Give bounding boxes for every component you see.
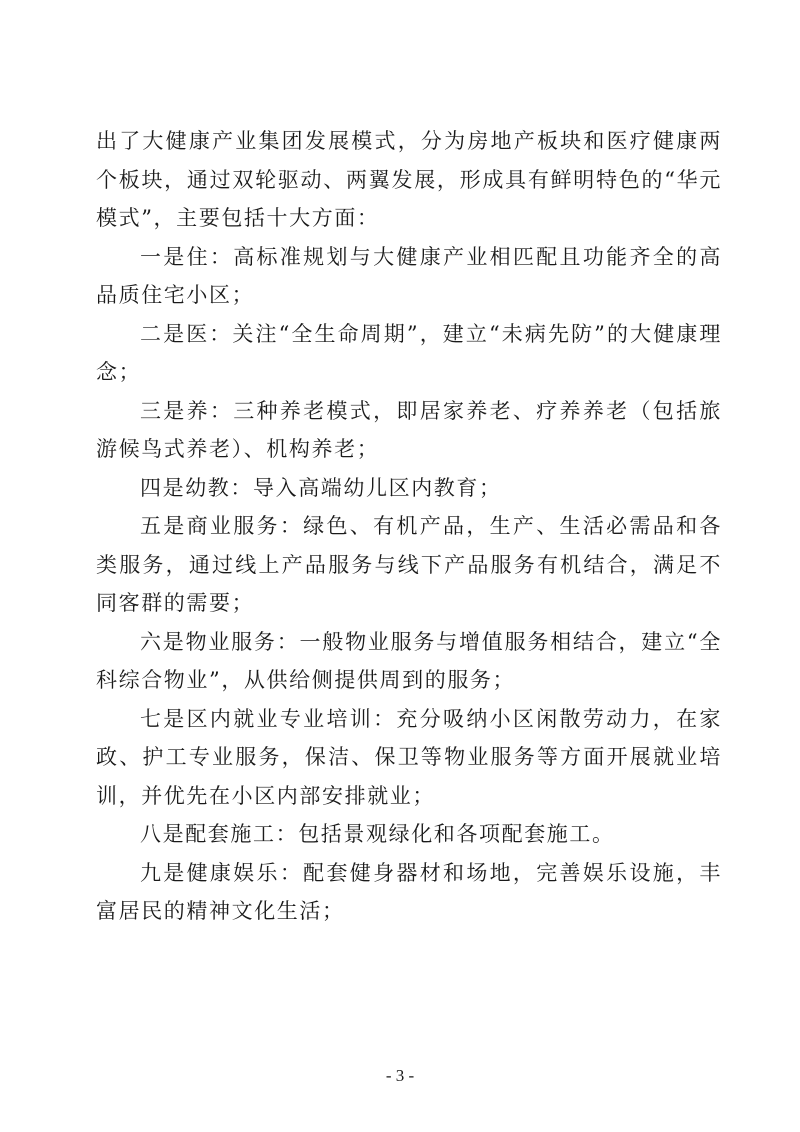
paragraph-item-6-property-services: 六是物业服务：一般物业服务与增值服务相结合，建立“全科综合物业”，从供给侧提供周到的服务； [96, 629, 722, 692]
paragraph-intro: 出了大健康产业集团发展模式，分为房地产板块和医疗健康两个板块，通过双轮驱动、两翼发展，形成具有鲜明特色的“华元模式”，主要包括十大方面： [96, 129, 722, 230]
paragraph-item-4-preschool: 四是幼教：导入高端幼儿区内教育； [140, 475, 502, 500]
paragraph-item-9-health-entertainment: 九是健康娱乐：配套健身器材和场地，完善娱乐设施，丰富居民的精神文化生活； [96, 860, 722, 923]
paragraph-item-8-supporting-construction: 八是配套施工：包括景观绿化和各项配套施工。 [140, 822, 615, 846]
page-number: - 3 - [385, 1066, 415, 1085]
paragraph-item-5-commercial-services: 五是商业服务：绿色、有机产品，生产、生活必需品和各类服务，通过线上产品服务与线下产品服务有机结合，满足不同客群的需要； [96, 514, 722, 615]
paragraph-item-2-medical: 二是医：关注“全生命周期”，建立“未病先防”的大健康理念； [96, 321, 722, 384]
paragraph-item-3-elderly-care: 三是养：三种养老模式，即居家养老、疗养养老（包括旅游候鸟式养老）、机构养老； [96, 398, 722, 461]
document-body [96, 122, 722, 931]
paragraph-item-7-employment-training: 七是区内就业专业培训：充分吸纳小区闲散劳动力，在家政、护工专业服务，保洁、保卫等物业服务等方面开展就业培训，并优先在小区内部安排就业； [96, 706, 722, 808]
paragraph-item-1-housing: 一是住：高标准规划与大健康产业相匹配且功能齐全的高品质住宅小区； [96, 244, 722, 307]
